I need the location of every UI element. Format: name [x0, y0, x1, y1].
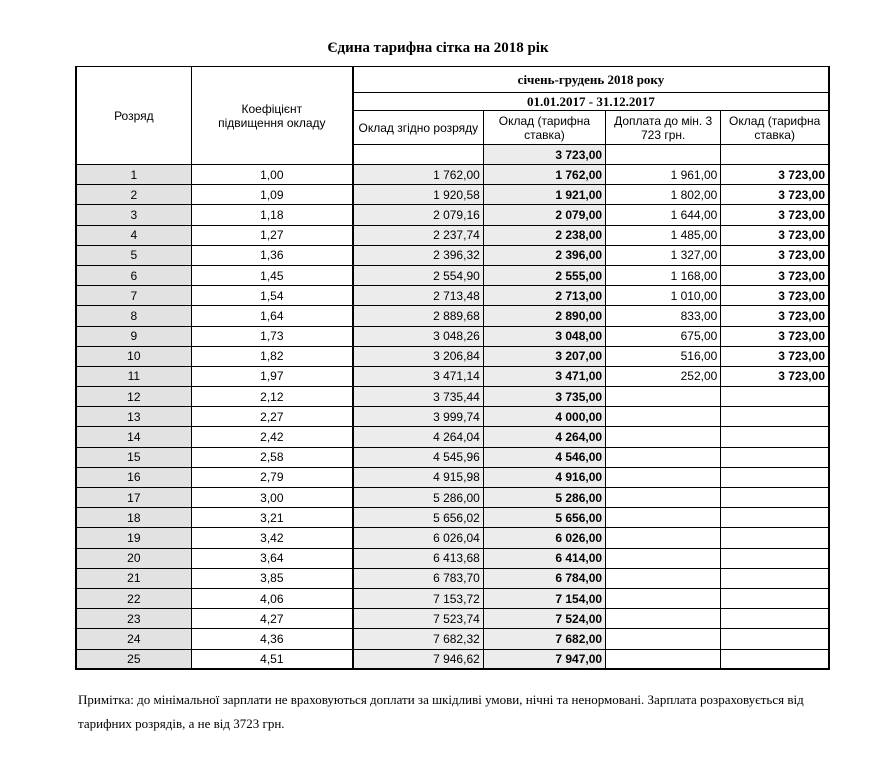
coefficient-cell: 1,73 [191, 326, 353, 346]
salary-by-rank-cell: 7 682,32 [353, 629, 483, 649]
coefficient-cell: 2,58 [191, 447, 353, 467]
table-row [76, 447, 829, 467]
table-row [76, 165, 829, 185]
coefficient-cell: 4,36 [191, 629, 353, 649]
rank-cell: 2 [76, 185, 191, 205]
rank-cell: 14 [76, 427, 191, 447]
table-row [76, 528, 829, 548]
salary-rate-final-cell [721, 387, 829, 407]
coefficient-cell: 1,00 [191, 165, 353, 185]
salary-by-rank-cell: 3 735,44 [353, 387, 483, 407]
salary-rate-final-cell: 3 723,00 [721, 366, 829, 386]
rank-cell: 17 [76, 488, 191, 508]
surcharge-cell [606, 508, 721, 528]
surcharge-cell [606, 528, 721, 548]
table-row [76, 245, 829, 265]
rank-cell: 9 [76, 326, 191, 346]
table-row [76, 568, 829, 588]
surcharge-cell [606, 568, 721, 588]
table-row [76, 346, 829, 366]
table-row [76, 508, 829, 528]
salary-by-rank-cell: 2 889,68 [353, 306, 483, 326]
coefficient-cell: 1,09 [191, 185, 353, 205]
salary-rate-cell: 2 890,00 [483, 306, 605, 326]
salary-by-rank-cell: 4 915,98 [353, 467, 483, 487]
surcharge-cell: 1 327,00 [606, 245, 721, 265]
table-row [76, 326, 829, 346]
salary-rate-final-cell [721, 508, 829, 528]
salary-rate-cell: 2 555,00 [483, 265, 605, 285]
salary-by-rank-cell: 2 396,32 [353, 245, 483, 265]
salary-rate-cell: 4 916,00 [483, 467, 605, 487]
salary-rate-cell: 7 524,00 [483, 609, 605, 629]
surcharge-cell: 516,00 [606, 346, 721, 366]
rank-cell: 19 [76, 528, 191, 548]
table-row [76, 205, 829, 225]
coefficient-cell: 2,79 [191, 467, 353, 487]
table-row [76, 467, 829, 487]
salary-by-rank-cell: 2 237,74 [353, 225, 483, 245]
salary-rate-cell: 5 656,00 [483, 508, 605, 528]
surcharge-cell: 1 644,00 [606, 205, 721, 225]
salary-rate-cell: 7 154,00 [483, 588, 605, 608]
table-row [76, 225, 829, 245]
period-header: січень-грудень 2018 року [353, 67, 829, 93]
coefficient-cell: 1,27 [191, 225, 353, 245]
salary-rate-final-cell [721, 488, 829, 508]
salary-rate-final-cell [721, 528, 829, 548]
salary-by-rank-cell: 1 920,58 [353, 185, 483, 205]
coefficient-cell: 4,27 [191, 609, 353, 629]
salary-rate-final-cell: 3 723,00 [721, 346, 829, 366]
table-row [76, 265, 829, 285]
salary-rate-final-cell [721, 548, 829, 568]
surcharge-cell: 1 802,00 [606, 185, 721, 205]
coefficient-cell: 1,97 [191, 366, 353, 386]
surcharge-cell [606, 447, 721, 467]
rank-cell: 15 [76, 447, 191, 467]
coefficient-cell: 1,82 [191, 346, 353, 366]
rank-cell: 18 [76, 508, 191, 528]
salary-rate-cell: 3 048,00 [483, 326, 605, 346]
salary-rate-final-cell [721, 609, 829, 629]
table-row [76, 488, 829, 508]
salary-by-rank-cell: 6 413,68 [353, 548, 483, 568]
document-title: Єдина тарифна сітка на 2018 рік [327, 40, 549, 56]
salary-rate-final-cell: 3 723,00 [721, 185, 829, 205]
salary-by-rank-cell: 1 762,00 [353, 165, 483, 185]
salary-rate-final-cell: 3 723,00 [721, 306, 829, 326]
salary-by-rank-cell: 2 079,16 [353, 205, 483, 225]
salary-rate-final-cell [721, 629, 829, 649]
table-row [76, 629, 829, 649]
surcharge-cell [606, 427, 721, 447]
min-wage-empty-1 [353, 145, 483, 165]
header-row-1 [76, 67, 829, 93]
tariff-grid-table [75, 66, 830, 670]
rank-cell: 3 [76, 205, 191, 225]
coefficient-cell: 4,51 [191, 649, 353, 669]
rank-cell: 23 [76, 609, 191, 629]
rank-cell: 8 [76, 306, 191, 326]
salary-by-rank-cell: 4 264,04 [353, 427, 483, 447]
min-wage-value: 3 723,00 [483, 145, 605, 165]
salary-rate-final-cell [721, 407, 829, 427]
salary-rate-final-cell [721, 447, 829, 467]
salary-rate-cell: 6 414,00 [483, 548, 605, 568]
salary-rate-cell: 4 264,00 [483, 427, 605, 447]
rank-cell: 4 [76, 225, 191, 245]
rank-cell: 6 [76, 265, 191, 285]
rank-cell: 7 [76, 286, 191, 306]
salary-rate-cell: 2 238,00 [483, 225, 605, 245]
salary-rate-cell: 2 396,00 [483, 245, 605, 265]
salary-rate-cell: 4 546,00 [483, 447, 605, 467]
salary-by-rank-cell: 7 946,62 [353, 649, 483, 669]
salary-rate-cell: 2 713,00 [483, 286, 605, 306]
footnote: Примітка: до мінімальної зарплати не враховуються доплати за шкідливі умови, нічні та ненормовані. Зарплата розраховується від тарифних розрядів, а не від 3723 грн. [78, 692, 804, 731]
rank-cell: 16 [76, 467, 191, 487]
coefficient-cell: 3,64 [191, 548, 353, 568]
surcharge-cell [606, 488, 721, 508]
rank-cell: 11 [76, 366, 191, 386]
salary-rate-final-cell [721, 588, 829, 608]
salary-rate-cell: 3 207,00 [483, 346, 605, 366]
surcharge-cell: 675,00 [606, 326, 721, 346]
salary-by-rank-cell: 5 286,00 [353, 488, 483, 508]
salary-rate-final-cell: 3 723,00 [721, 265, 829, 285]
surcharge-cell [606, 548, 721, 568]
salary-rate-final-cell: 3 723,00 [721, 286, 829, 306]
table-row [76, 185, 829, 205]
dates-header: 01.01.2017 - 31.12.2017 [353, 93, 829, 111]
table-row [76, 609, 829, 629]
salary-rate-cell: 6 026,00 [483, 528, 605, 548]
salary-rate-final-cell: 3 723,00 [721, 225, 829, 245]
rank-cell: 24 [76, 629, 191, 649]
coefficient-cell: 3,21 [191, 508, 353, 528]
salary-by-rank-cell: 4 545,96 [353, 447, 483, 467]
rank-cell: 20 [76, 548, 191, 568]
surcharge-cell: 1 961,00 [606, 165, 721, 185]
salary-rate-cell: 1 762,00 [483, 165, 605, 185]
table-row [76, 286, 829, 306]
salary-rate-cell: 3 735,00 [483, 387, 605, 407]
coefficient-cell: 1,18 [191, 205, 353, 225]
salary-by-rank-cell: 6 026,04 [353, 528, 483, 548]
salary-rate-cell: 5 286,00 [483, 488, 605, 508]
surcharge-cell: 833,00 [606, 306, 721, 326]
coefficient-cell: 3,00 [191, 488, 353, 508]
salary-rate-cell: 4 000,00 [483, 407, 605, 427]
salary-rate-final-cell [721, 467, 829, 487]
table-row [76, 427, 829, 447]
salary-rate-cell: 2 079,00 [483, 205, 605, 225]
rank-cell: 25 [76, 649, 191, 669]
salary-by-rank-cell: 3 048,26 [353, 326, 483, 346]
surcharge-cell [606, 588, 721, 608]
salary-by-rank-cell: 3 206,84 [353, 346, 483, 366]
rank-header: Розряд [76, 67, 191, 165]
salary-rate-cell: 3 471,00 [483, 366, 605, 386]
salary-by-rank-cell: 2 713,48 [353, 286, 483, 306]
table-row [76, 407, 829, 427]
salary-rate-cell: 7 682,00 [483, 629, 605, 649]
min-wage-empty-3 [721, 145, 829, 165]
table-row [76, 588, 829, 608]
salary-rate-final-cell: 3 723,00 [721, 205, 829, 225]
salary-by-rank-cell: 2 554,90 [353, 265, 483, 285]
coefficient-cell: 2,27 [191, 407, 353, 427]
min-wage-empty-2 [606, 145, 721, 165]
salary-rate-final-cell [721, 649, 829, 669]
salary-rate-cell: 6 784,00 [483, 568, 605, 588]
surcharge-cell: 1 168,00 [606, 265, 721, 285]
salary-by-rank-cell: 7 153,72 [353, 588, 483, 608]
surcharge-cell [606, 387, 721, 407]
salary-rate-final-cell: 3 723,00 [721, 165, 829, 185]
surcharge-cell [606, 649, 721, 669]
salary-rate-final-cell: 3 723,00 [721, 245, 829, 265]
coefficient-cell: 1,36 [191, 245, 353, 265]
salary-rate-final-cell: 3 723,00 [721, 326, 829, 346]
coefficient-cell: 1,45 [191, 265, 353, 285]
salary-rate-final-cell [721, 427, 829, 447]
salary-rate-header: Оклад (тарифна ставка) [483, 111, 605, 145]
surcharge-cell [606, 609, 721, 629]
coefficient-cell: 3,42 [191, 528, 353, 548]
coefficient-cell: 1,64 [191, 306, 353, 326]
table-row [76, 548, 829, 568]
table-row [76, 387, 829, 407]
coefficient-cell: 3,85 [191, 568, 353, 588]
salary-by-rank-cell: 7 523,74 [353, 609, 483, 629]
salary-rate-final-header: Оклад (тарифна ставка) [721, 111, 829, 145]
salary-by-rank-cell: 5 656,02 [353, 508, 483, 528]
salary-rate-final-cell [721, 568, 829, 588]
coefficient-header: Коефіцієнт підвищення окладу [191, 67, 353, 165]
table-row [76, 366, 829, 386]
surcharge-cell: 1 010,00 [606, 286, 721, 306]
table-row [76, 649, 829, 669]
coefficient-cell: 2,12 [191, 387, 353, 407]
salary-by-rank-cell: 6 783,70 [353, 568, 483, 588]
salary-by-rank-header: Оклад згідно розряду [353, 111, 483, 145]
salary-rate-cell: 7 947,00 [483, 649, 605, 669]
salary-by-rank-cell: 3 471,14 [353, 366, 483, 386]
surcharge-cell: 252,00 [606, 366, 721, 386]
rank-cell: 21 [76, 568, 191, 588]
rank-cell: 13 [76, 407, 191, 427]
rank-cell: 5 [76, 245, 191, 265]
coefficient-cell: 1,54 [191, 286, 353, 306]
salary-rate-cell: 1 921,00 [483, 185, 605, 205]
rank-cell: 1 [76, 165, 191, 185]
rank-cell: 10 [76, 346, 191, 366]
rank-cell: 22 [76, 588, 191, 608]
salary-by-rank-cell: 3 999,74 [353, 407, 483, 427]
table-row [76, 306, 829, 326]
surcharge-cell [606, 467, 721, 487]
rank-cell: 12 [76, 387, 191, 407]
surcharge-cell: 1 485,00 [606, 225, 721, 245]
surcharge-cell [606, 629, 721, 649]
coefficient-cell: 4,06 [191, 588, 353, 608]
surcharge-cell [606, 407, 721, 427]
coefficient-cell: 2,42 [191, 427, 353, 447]
surcharge-header: Доплата до мін. 3 723 грн. [606, 111, 721, 145]
